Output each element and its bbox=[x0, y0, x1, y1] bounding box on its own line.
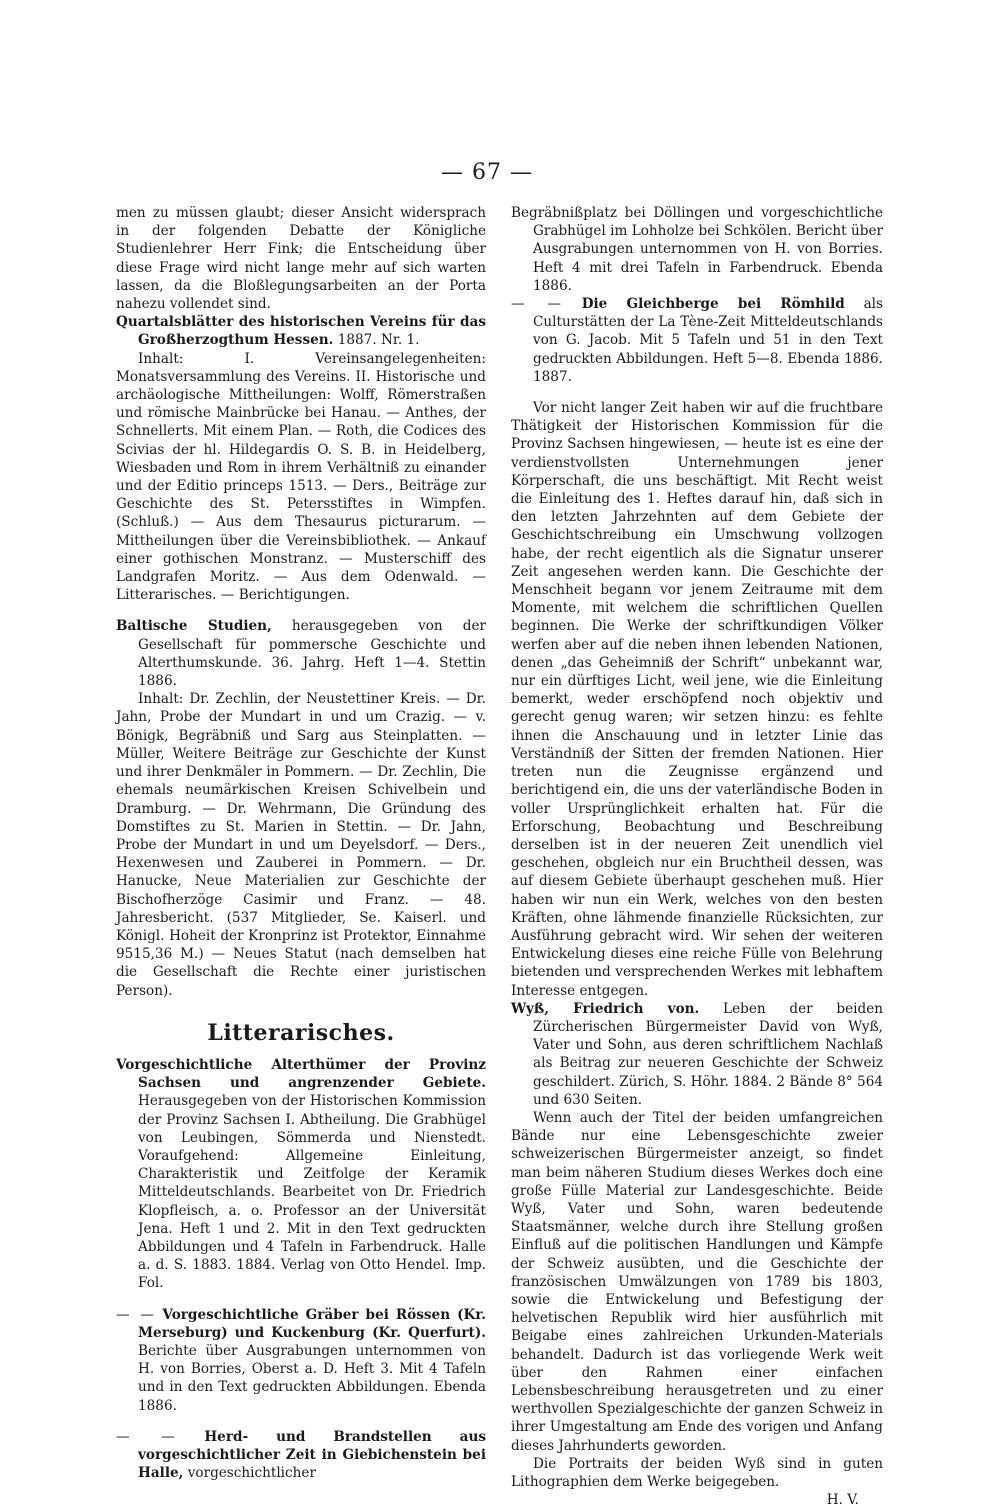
entry-body: als Culturstätten der La Tène-Zeit Mitteldeutschlands von G. Jacob. Mit 5 Tafeln und 51 in den Text gedruckten Abbildungen. Heft 5—8. Ebenda 1886. 1887. bbox=[533, 296, 884, 385]
bibliography-entry bbox=[116, 1428, 486, 1483]
entry-title: Quartalsblätter des historischen Vereins für das Großherzogthum Hessen. bbox=[116, 314, 486, 349]
continuation-paragraph: men zu müssen glaubt; dieser Ansicht widersprach in der folgenden Debatte der Königliche Studienlehrer Herr Fink; die Entscheidung über diese Frage wird nicht lange mehr auf sich warten lassen, da die Bloßlegungsarbeiten an der Porta nahezu vollendet sind. bbox=[116, 205, 486, 313]
entry-title: Herd- und Brandstellen aus vorgeschichtlicher Zeit in Giebichenstein bei Halle, bbox=[138, 1428, 486, 1482]
entry-body: vorgeschichtlicher bbox=[187, 1465, 316, 1482]
right-column bbox=[511, 204, 883, 1509]
entry-heading bbox=[116, 617, 486, 690]
review-paragraph: Die Portraits der beiden Wyß sind in guten Lithographien dem Werke beigegeben. bbox=[511, 1455, 883, 1491]
bibliography-entry bbox=[116, 1306, 486, 1415]
left-column bbox=[116, 204, 486, 1482]
bibliography-entry bbox=[511, 295, 883, 386]
bibliography-entry bbox=[116, 313, 486, 604]
entry-meta: herausgegeben von der Gesellschaft für pommersche Geschichte und Alterthumskunde. 36. Jahrg. Heft 1—4. Stettin 1886. bbox=[138, 618, 487, 690]
entry-body: Herausgegeben von der Historischen Kommission der Provinz Sachsen I. Abtheilung. Die Grabhügel von Leubingen, Sömmerda und Nienstedt. Voraufgehend: Allgemeine Einleitung, Charakteristik und Zeitfolge der Keramik Mitteldeutschlands. Bearbeitet von Dr. Friedrich Klopfleisch, a. o. Professor an der Universität Jena. Heft 1 und 2. Mit in den Text gedruckten Abbildungen und 4 Tafeln in Farbendruck. Halle a. d. S. 1883. 1884. Verlag von Otto Hendel. Imp. Fol. bbox=[138, 1093, 486, 1292]
entry-text bbox=[116, 1056, 486, 1293]
entry-text bbox=[116, 1428, 486, 1483]
ditto-dash: — — bbox=[116, 1306, 156, 1323]
entry-body: Leben der beiden Zürcherischen Bürgermeister David von Wyß, Vater und Sohn, aus deren schriftlichem Nachlaß als Beitrag zur neueren Geschichte der Schweiz geschildert. Zürich, S. Höhr. 1884. 2 Bände 8° 564 und 630 Seiten. bbox=[533, 1000, 884, 1108]
entry-body: Berichte über Ausgrabungen unternommen von H. von Borries, Oberst a. D. Heft 3. Mit 4 Tafeln und in den Text gedruckten Abbildungen. Ebenda 1886. bbox=[138, 1342, 486, 1414]
bibliography-entry bbox=[116, 1056, 486, 1293]
bibliography-entry bbox=[116, 617, 486, 999]
entry-text bbox=[511, 1000, 883, 1109]
review-paragraph: Vor nicht langer Zeit haben wir auf die fruchtbare Thätigkeit der Historischen Kommission für die Provinz Sachsen hingewiesen, — heute ist es eine der verdienstvollsten Unternehmungen jener Körperschaft, die uns beschäftigt. Mit Recht weist die Einleitung des 1. Heftes darauf hin, daß sich in den letzten Jahrzehnten auf dem Gebiete der Geschichtschreibung ein Umschwung vollzogen habe, der recht eigentlich als die Signatur unserer Zeit angesehen werden kann. Die Geschichte der Menschheit begann vor jenem Zeitraume mit dem Momente, mit welchem die schriftlichen Quellen beginnen. Die Werke der schriftkundigen Völker werfen aber auf die neben ihnen lebenden Nationen, denen „das Geheimniß der Schrift“ unbekannt war, nur ein dürftiges Licht, weil jene, wie die Einleitung bemerkt, weder erschöpfend noch objektiv und gerecht genug waren; wir setzen hinzu: es fehlte ihnen die Anschauung und in letzter Linie das Verständniß der Sitten der fremden Nationen. Hier treten nun die Zeugnisse ergänzend und berichtigend ein, die uns der vaterländische Boden in voller Ursprünglichkeit erhalten hat. Für die Erforschung, Beobachtung und Beschreibung derselben ist in der neueren Zeit unendlich viel geschehen, obgleich nur ein Bruchtheil dessen, was auf diesem Gebiete überhaupt geschehen muß. Hier haben wir nun ein Werk, welches von den besten Kräften, ohne lähmende finanzielle Rücksichten, zur Ausführung gebracht wird. Wir sehen der weiteren Entwickelung dieses eine reiche Fülle von Belehrung bietenden und versprechenden Werkes mit lebhaftem Interesse entgegen. bbox=[511, 400, 883, 999]
reviewer-signature: H. V. bbox=[826, 1492, 859, 1509]
ditto-dash: — — bbox=[511, 296, 563, 313]
entry-title: Wyß, Friedrich von. bbox=[511, 1000, 700, 1017]
entry-title: Vorgeschichtliche Alterthümer der Provinz Sachsen und angrenzender Gebiete. bbox=[116, 1056, 486, 1092]
entry-heading bbox=[116, 313, 486, 349]
entry-text bbox=[116, 1306, 486, 1415]
ditto-dash: — — bbox=[116, 1428, 177, 1445]
entry-title: Die Gleichberge bei Römhild bbox=[581, 296, 845, 313]
review-paragraph: Wenn auch der Titel der beiden umfangreichen Bände nur eine Lebensgeschichte zweier schweizerischen Bürgermeister anzeigt, so findet man beim näheren Studium dieses Werkes doch eine große Fülle Material zur Landesgeschichte. Beide Wyß, Vater und Sohn, waren bedeutende Staatsmänner, welche durch ihre Stellung großen Einfluß auf die politischen Handlungen und Kämpfe der Schweiz ausübten, und die Geschichte der französischen Umwälzungen von 1789 bis 1803, sowie die Entwickelung und Befestigung der helvetischen Republik wird hier ausführlich mit Beigabe eines zahlreichen Urkunden-Materials behandelt. Dadurch ist das vorliegende Werk weit über den Rahmen einer einfachen Lebensbeschreibung herausgetreten und zu einer werthvollen Spezialgeschichte der ganzen Schweiz in ihrer Umgestaltung am Ende des vorigen und Anfang dieses Jahrhunderts geworden. bbox=[511, 1109, 883, 1454]
page-number: — 67 — bbox=[441, 160, 533, 185]
entry-title: Baltische Studien, bbox=[116, 618, 272, 635]
entry-title: Vorgeschichtliche Gräber bei Rössen (Kr. Merseburg) und Kuckenburg (Kr. Querfurt). bbox=[138, 1306, 486, 1341]
continuation-paragraph: Begräbnißplatz bei Döllingen und vorgeschichtliche Grabhügel im Lohholze bei Schkölen. Bericht über Ausgrabungen unternommen von H. von Borries. Heft 4 mit drei Tafeln in Farbendruck. Ebenda 1886. bbox=[511, 205, 883, 294]
entry-meta: 1887. Nr. 1. bbox=[337, 332, 420, 349]
entry-text bbox=[511, 295, 883, 386]
section-heading: Litterarisches. bbox=[207, 1019, 395, 1046]
entry-contents: Inhalt: I. Vereinsangelegenheiten: Monatsversammlung des Vereins. II. Historische und archäologische Mittheilungen: Wolff, Römerstraßen und römische Mainbrücke bei Hanau. — Anthes, der Schnellerts. Mit einem Plan. — Roth, die Codices des Scivias der hl. Hildegardis O. S. B. in Heidelberg, Wiesbaden und Rom in ihrem Verhältniß zu einander und der Editio princeps 1513. — Ders., Beiträge zur Geschichte des St. Petersstiftes in Wimpfen. (Schluß.) — Aus dem Thesaurus picturarum. — Mittheilungen über die Vereinsbibliothek. — Ankauf einer gothischen Monstranz. — Musterschiff des Landgrafen Moritz. — Aus dem Odenwald. — Litterarisches. — Berichtigungen. bbox=[116, 350, 486, 604]
entry-contents: Inhalt: Dr. Zechlin, der Neustettiner Kreis. — Dr. Jahn, Probe der Mundart in und um Crazig. — v. Bönigk, Begräbniß und Sarg aus Steinplatten. — Müller, Weitere Beiträge zur Geschichte der Kunst und ihrer Denkmäler in Pommern. — Dr. Zechlin, Die ehemals neumärkischen Kreisen Schivelbein und Dramburg. — Dr. Wehrmann, Die Gründung des Domstiftes zu St. Marien in Stettin. — Dr. Jahn, Probe der Mundart in und um Deyelsdorf. — Ders., Hexenwesen und Zauberei in Pommern. — Dr. Hanucke, Neue Materialien zur Geschichte der Bischofherzöge Casimir und Franz. — 48. Jahresbericht. (537 Mitglieder, Se. Kaiserl. und Königl. Hoheit der Kronprinz ist Protektor, Einnahme 9515,36 M.) — Neues Statut (nach demselben hat die Gesellschaft die Rechte einer juristischen Person). bbox=[116, 691, 486, 999]
bibliography-entry bbox=[511, 1000, 883, 1109]
